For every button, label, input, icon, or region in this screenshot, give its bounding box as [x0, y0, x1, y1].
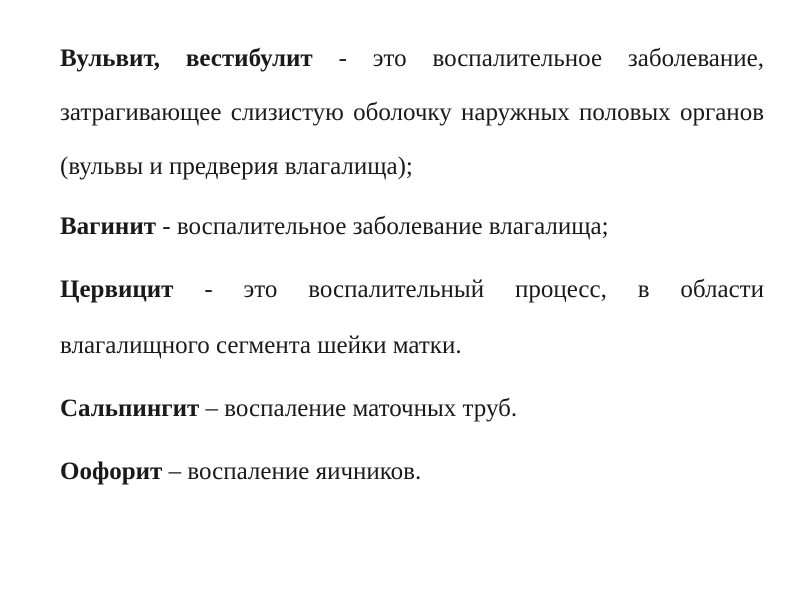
definition-oophoritis: – воспаление яичников. — [162, 458, 422, 485]
paragraph-vaginitis — [60, 199, 764, 255]
paragraph-cervicitis — [60, 262, 764, 374]
term-oophoritis: Оофорит — [60, 458, 163, 485]
paragraph-salpingitis — [60, 381, 764, 437]
definition-vulvitis: - это воспалительное заболевание, затрагивающее слизистую оболочку наружных половых органов (вульвы и предверия влагалища); — [60, 45, 765, 180]
definition-vaginitis: - воспалительное заболевание влагалища; — [156, 213, 609, 240]
paragraph-oophoritis — [60, 444, 764, 500]
term-vaginitis: Вагинит — [60, 213, 157, 240]
paragraph-vulvitis — [60, 32, 764, 194]
term-cervicitis: Цервицит — [60, 276, 174, 303]
definition-salpingitis: – воспаление маточных труб. — [199, 395, 518, 422]
definition-cervicitis: - это воспалительный процесс, в области влагалищного сегмента шейки матки. — [60, 276, 764, 359]
term-salpingitis: Сальпингит — [60, 395, 200, 422]
term-vulvitis: Вульвит, вестибулит — [60, 45, 313, 72]
